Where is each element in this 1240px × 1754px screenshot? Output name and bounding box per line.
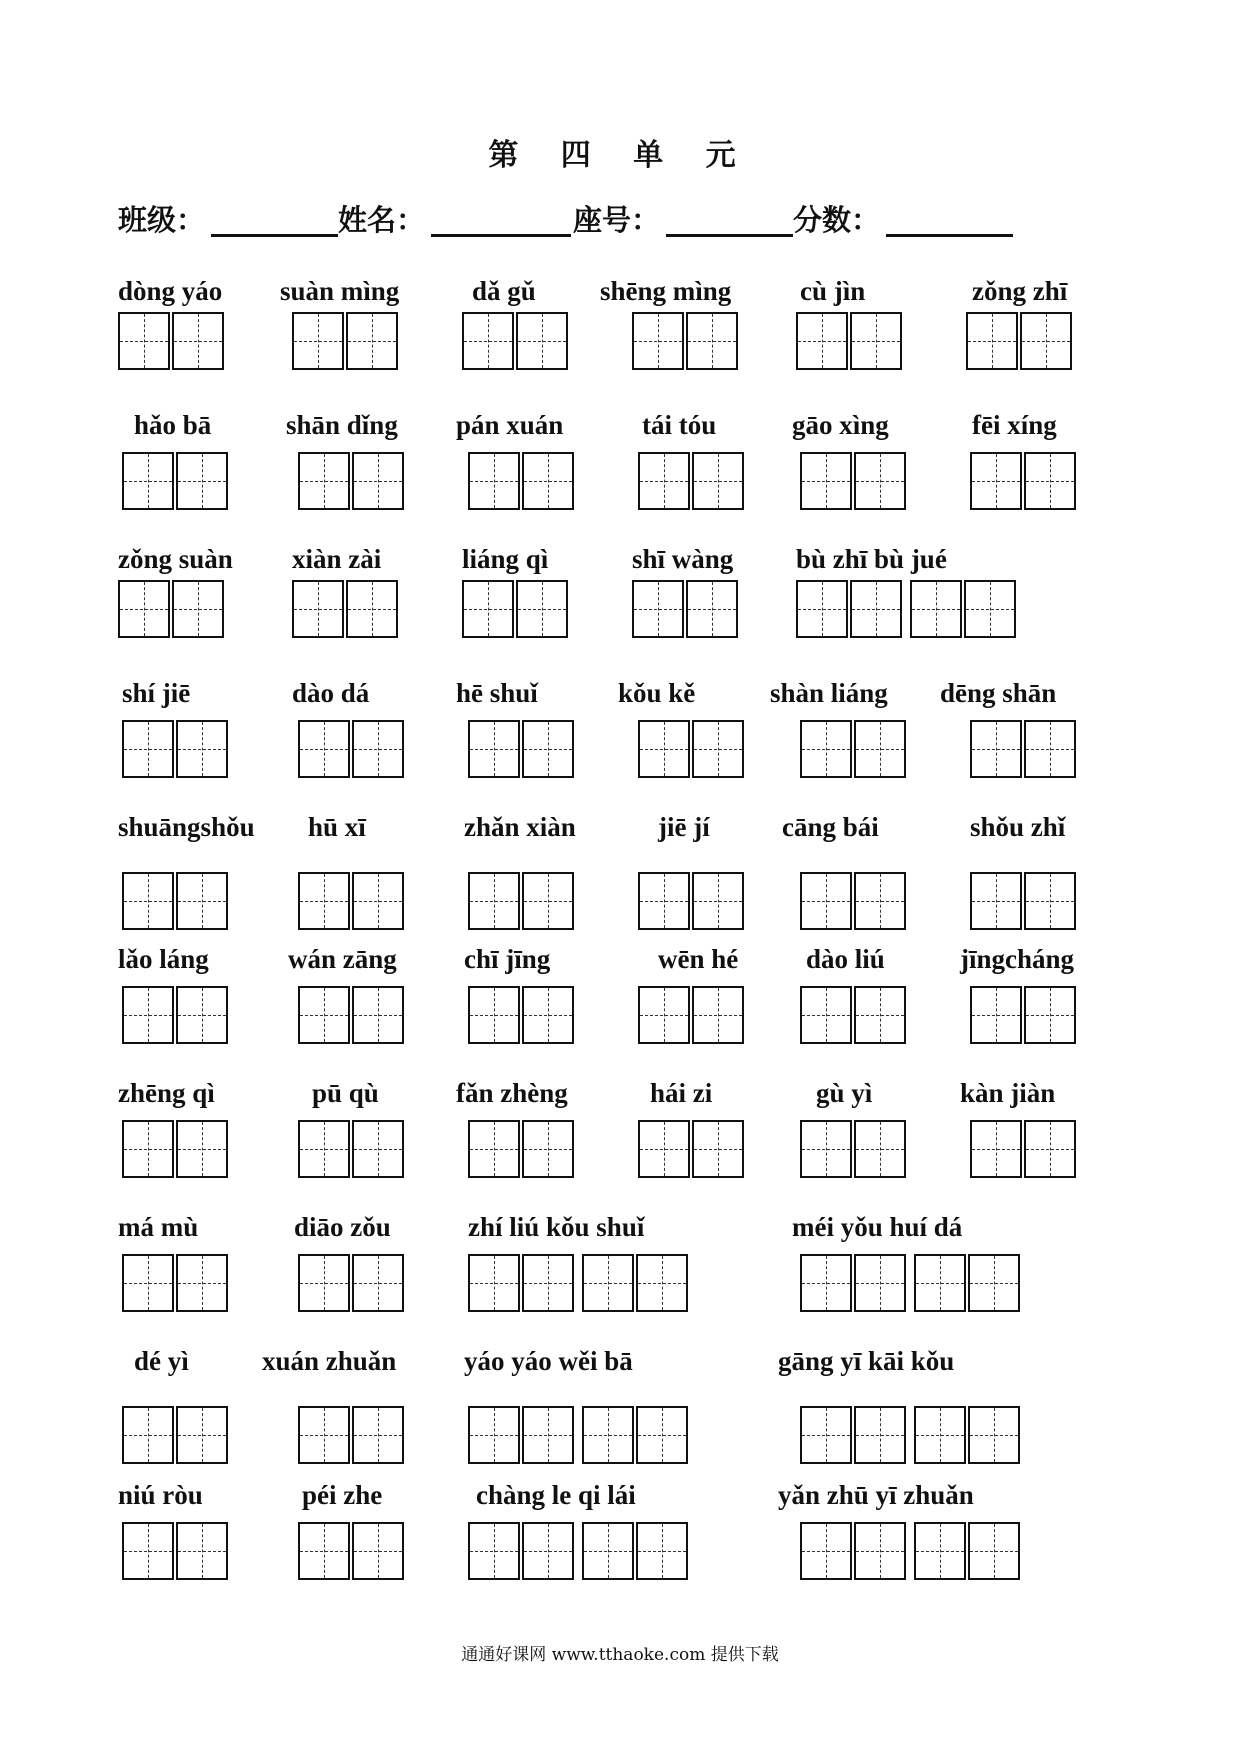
character-boxes — [638, 1120, 746, 1178]
pinyin-text: liáng qì — [462, 544, 549, 574]
tianzige-writing-box[interactable] — [352, 1254, 404, 1312]
character-boxes — [468, 1522, 690, 1580]
tianzige-writing-box[interactable] — [1024, 720, 1076, 778]
character-boxes — [970, 720, 1078, 778]
character-boxes — [800, 452, 908, 510]
character-boxes — [122, 986, 230, 1044]
tianzige-writing-box[interactable] — [692, 986, 744, 1044]
character-boxes — [122, 1254, 230, 1312]
character-boxes — [970, 1120, 1078, 1178]
pinyin-text: dé yì — [134, 1346, 189, 1376]
character-boxes — [468, 452, 576, 510]
tianzige-writing-box[interactable] — [346, 312, 398, 370]
tianzige-writing-box[interactable] — [582, 1254, 634, 1312]
score-blank[interactable] — [886, 234, 1013, 237]
pinyin-text: shǒu zhǐ — [970, 812, 1066, 842]
tianzige-writing-box[interactable] — [176, 1120, 228, 1178]
pinyin-text: gāng yī kāi kǒu — [778, 1346, 955, 1376]
character-boxes — [800, 1406, 1022, 1464]
tianzige-writing-box[interactable] — [122, 1254, 174, 1312]
tianzige-writing-box[interactable] — [800, 1254, 852, 1312]
pinyin-text: yǎn zhū yī zhuǎn — [778, 1480, 974, 1510]
pinyin-text: dào dá — [292, 678, 370, 708]
tianzige-writing-box[interactable] — [800, 1120, 852, 1178]
tianzige-writing-box[interactable] — [914, 1406, 966, 1464]
seat-label: 座号： — [573, 203, 661, 237]
character-boxes — [800, 986, 908, 1044]
tianzige-writing-box[interactable] — [298, 452, 350, 510]
tianzige-writing-box[interactable] — [298, 720, 350, 778]
tianzige-writing-box[interactable] — [468, 1120, 520, 1178]
tianzige-writing-box[interactable] — [692, 720, 744, 778]
pinyin-text: zhí liú kǒu shuǐ — [468, 1212, 645, 1242]
tianzige-writing-box[interactable] — [796, 580, 848, 638]
character-boxes — [292, 312, 400, 370]
character-boxes — [122, 720, 230, 778]
tianzige-writing-box[interactable] — [292, 312, 344, 370]
tianzige-writing-box[interactable] — [800, 872, 852, 930]
pinyin-text: jiē jí — [658, 812, 710, 842]
character-boxes — [462, 580, 570, 638]
tianzige-writing-box[interactable] — [632, 580, 684, 638]
pinyin-text: zǒng zhī — [972, 276, 1068, 306]
character-boxes — [638, 872, 746, 930]
tianzige-writing-box[interactable] — [692, 1120, 744, 1178]
pinyin-text: wán zāng — [288, 944, 397, 974]
tianzige-writing-box[interactable] — [122, 720, 174, 778]
pinyin-text: dǎ gǔ — [472, 276, 536, 306]
tianzige-writing-box[interactable] — [638, 1120, 690, 1178]
tianzige-writing-box[interactable] — [638, 720, 690, 778]
tianzige-writing-box[interactable] — [582, 1406, 634, 1464]
pinyin-text: zhēng qì — [118, 1078, 215, 1108]
pinyin-text: hái zi — [650, 1078, 713, 1108]
character-boxes — [298, 1120, 406, 1178]
tianzige-writing-box[interactable] — [522, 1406, 574, 1464]
tianzige-writing-box[interactable] — [796, 312, 848, 370]
tianzige-writing-box[interactable] — [968, 1254, 1020, 1312]
tianzige-writing-box[interactable] — [854, 1406, 906, 1464]
tianzige-writing-box[interactable] — [122, 1406, 174, 1464]
tianzige-writing-box[interactable] — [686, 312, 738, 370]
pinyin-text: xiàn zài — [292, 544, 382, 574]
tianzige-writing-box[interactable] — [970, 1120, 1022, 1178]
tianzige-writing-box[interactable] — [352, 872, 404, 930]
tianzige-writing-box[interactable] — [122, 872, 174, 930]
tianzige-writing-box[interactable] — [692, 452, 744, 510]
tianzige-writing-box[interactable] — [298, 872, 350, 930]
character-boxes — [632, 580, 740, 638]
character-boxes — [800, 720, 908, 778]
pinyin-text: zǒng suàn — [118, 544, 233, 574]
tianzige-writing-box[interactable] — [636, 1254, 688, 1312]
pinyin-text: hē shuǐ — [456, 678, 538, 708]
character-boxes — [800, 1522, 1022, 1580]
pinyin-text: shān dǐng — [286, 410, 398, 440]
tianzige-writing-box[interactable] — [352, 1120, 404, 1178]
name-label: 姓名： — [338, 203, 426, 237]
character-boxes — [468, 1120, 576, 1178]
pinyin-text: wēn hé — [658, 944, 739, 974]
pinyin-text: kǒu kě — [618, 678, 696, 708]
tianzige-writing-box[interactable] — [516, 580, 568, 638]
tianzige-writing-box[interactable] — [1024, 1120, 1076, 1178]
tianzige-writing-box[interactable] — [468, 452, 520, 510]
tianzige-writing-box[interactable] — [854, 1254, 906, 1312]
character-boxes — [638, 452, 746, 510]
tianzige-writing-box[interactable] — [468, 986, 520, 1044]
character-boxes — [800, 872, 908, 930]
character-boxes — [468, 986, 576, 1044]
tianzige-writing-box[interactable] — [1020, 312, 1072, 370]
character-boxes — [970, 872, 1078, 930]
pinyin-text: pán xuán — [456, 410, 564, 440]
tianzige-writing-box[interactable] — [468, 720, 520, 778]
tianzige-writing-box[interactable] — [176, 986, 228, 1044]
tianzige-writing-box[interactable] — [176, 720, 228, 778]
tianzige-writing-box[interactable] — [468, 1522, 520, 1580]
character-boxes — [796, 580, 1018, 638]
character-boxes — [298, 1522, 406, 1580]
character-boxes — [468, 1406, 690, 1464]
character-boxes — [122, 452, 230, 510]
footer-credit: 通通好课网 www.tthaoke.com 提供下载 — [461, 1645, 779, 1665]
tianzige-writing-box[interactable] — [522, 872, 574, 930]
tianzige-writing-box[interactable] — [352, 1406, 404, 1464]
tianzige-writing-box[interactable] — [346, 580, 398, 638]
character-boxes — [468, 720, 576, 778]
pinyin-text: zhǎn xiàn — [464, 812, 576, 842]
character-boxes — [468, 1254, 690, 1312]
pinyin-text: suàn mìng — [280, 276, 400, 306]
name-blank[interactable] — [431, 234, 571, 237]
tianzige-writing-box[interactable] — [854, 1120, 906, 1178]
pinyin-text: fēi xíng — [972, 410, 1057, 440]
character-boxes — [122, 1120, 230, 1178]
pinyin-text: gāo xìng — [792, 410, 889, 440]
tianzige-writing-box[interactable] — [968, 1522, 1020, 1580]
tianzige-writing-box[interactable] — [352, 452, 404, 510]
pinyin-text: shí jiē — [122, 678, 191, 708]
tianzige-writing-box[interactable] — [1024, 872, 1076, 930]
tianzige-writing-box[interactable] — [850, 312, 902, 370]
tianzige-writing-box[interactable] — [1024, 452, 1076, 510]
tianzige-writing-box[interactable] — [636, 1522, 688, 1580]
tianzige-writing-box[interactable] — [970, 452, 1022, 510]
pinyin-text: shēng mìng — [600, 276, 732, 306]
character-boxes — [462, 312, 570, 370]
character-boxes — [468, 872, 576, 930]
tianzige-writing-box[interactable] — [118, 580, 170, 638]
pinyin-text: kàn jiàn — [960, 1078, 1056, 1108]
tianzige-writing-box[interactable] — [910, 580, 962, 638]
pinyin-text: cāng bái — [782, 812, 879, 842]
tianzige-writing-box[interactable] — [176, 452, 228, 510]
pinyin-text: chàng le qi lái — [476, 1480, 636, 1510]
tianzige-writing-box[interactable] — [636, 1406, 688, 1464]
tianzige-writing-box[interactable] — [298, 986, 350, 1044]
pinyin-text: shàn liáng — [770, 678, 888, 708]
tianzige-writing-box[interactable] — [176, 1254, 228, 1312]
character-boxes — [298, 452, 406, 510]
tianzige-writing-box[interactable] — [298, 1522, 350, 1580]
tianzige-writing-box[interactable] — [122, 452, 174, 510]
character-boxes — [966, 312, 1074, 370]
tianzige-writing-box[interactable] — [638, 452, 690, 510]
tianzige-writing-box[interactable] — [462, 312, 514, 370]
pinyin-text: jīngcháng — [960, 944, 1075, 974]
tianzige-writing-box[interactable] — [522, 986, 574, 1044]
tianzige-writing-box[interactable] — [172, 312, 224, 370]
tianzige-writing-box[interactable] — [1024, 986, 1076, 1044]
character-boxes — [800, 1254, 1022, 1312]
tianzige-writing-box[interactable] — [800, 452, 852, 510]
pinyin-text: shuāngshǒu — [118, 812, 255, 842]
tianzige-writing-box[interactable] — [176, 872, 228, 930]
character-boxes — [122, 872, 230, 930]
class-label: 班级： — [118, 203, 206, 237]
tianzige-writing-box[interactable] — [292, 580, 344, 638]
character-boxes — [796, 312, 904, 370]
character-boxes — [298, 986, 406, 1044]
tianzige-writing-box[interactable] — [966, 312, 1018, 370]
tianzige-writing-box[interactable] — [850, 580, 902, 638]
pinyin-text: fǎn zhèng — [456, 1078, 568, 1108]
tianzige-writing-box[interactable] — [632, 312, 684, 370]
tianzige-writing-box[interactable] — [582, 1522, 634, 1580]
tianzige-writing-box[interactable] — [800, 1522, 852, 1580]
pinyin-text: bù zhī bù jué — [796, 544, 947, 574]
character-boxes — [298, 1406, 406, 1464]
tianzige-writing-box[interactable] — [522, 1254, 574, 1312]
pinyin-text: tái tóu — [642, 410, 717, 440]
tianzige-writing-box[interactable] — [854, 986, 906, 1044]
character-boxes — [638, 720, 746, 778]
tianzige-writing-box[interactable] — [638, 986, 690, 1044]
character-boxes — [298, 872, 406, 930]
tianzige-writing-box[interactable] — [686, 580, 738, 638]
pinyin-text: niú ròu — [118, 1480, 203, 1510]
seat-blank[interactable] — [666, 234, 793, 237]
tianzige-writing-box[interactable] — [522, 720, 574, 778]
character-boxes — [970, 986, 1078, 1044]
tianzige-writing-box[interactable] — [854, 452, 906, 510]
tianzige-writing-box[interactable] — [468, 1254, 520, 1312]
character-boxes — [632, 312, 740, 370]
score-label: 分数： — [793, 203, 881, 237]
tianzige-writing-box[interactable] — [968, 1406, 1020, 1464]
tianzige-writing-box[interactable] — [352, 720, 404, 778]
page-title: 第 四 单 元 — [488, 138, 752, 173]
tianzige-writing-box[interactable] — [468, 1406, 520, 1464]
tianzige-writing-box[interactable] — [914, 1522, 966, 1580]
tianzige-writing-box[interactable] — [172, 580, 224, 638]
tianzige-writing-box[interactable] — [800, 1406, 852, 1464]
tianzige-writing-box[interactable] — [964, 580, 1016, 638]
tianzige-writing-box[interactable] — [800, 986, 852, 1044]
pinyin-text: xuán zhuǎn — [262, 1346, 397, 1376]
tianzige-writing-box[interactable] — [122, 1120, 174, 1178]
pinyin-text: dào liú — [806, 944, 885, 974]
pinyin-text: hǎo bā — [134, 410, 212, 440]
pinyin-text: dēng shān — [940, 678, 1057, 708]
pinyin-text: shī wàng — [632, 544, 734, 574]
pinyin-text: péi zhe — [302, 1480, 383, 1510]
pinyin-text: yáo yáo wěi bā — [464, 1346, 633, 1376]
character-boxes — [118, 580, 226, 638]
tianzige-writing-box[interactable] — [122, 1522, 174, 1580]
character-boxes — [638, 986, 746, 1044]
tianzige-writing-box[interactable] — [118, 312, 170, 370]
tianzige-writing-box[interactable] — [854, 1522, 906, 1580]
pinyin-text: gù yì — [816, 1078, 873, 1108]
tianzige-writing-box[interactable] — [522, 1522, 574, 1580]
character-boxes — [800, 1120, 908, 1178]
tianzige-writing-box[interactable] — [638, 872, 690, 930]
tianzige-writing-box[interactable] — [854, 720, 906, 778]
pinyin-text: hū xī — [308, 812, 366, 842]
tianzige-writing-box[interactable] — [122, 986, 174, 1044]
tianzige-writing-box[interactable] — [462, 580, 514, 638]
tianzige-writing-box[interactable] — [970, 720, 1022, 778]
tianzige-writing-box[interactable] — [692, 872, 744, 930]
tianzige-writing-box[interactable] — [522, 452, 574, 510]
pinyin-text: lǎo láng — [118, 944, 209, 974]
tianzige-writing-box[interactable] — [800, 720, 852, 778]
character-boxes — [122, 1522, 230, 1580]
tianzige-writing-box[interactable] — [914, 1254, 966, 1312]
tianzige-writing-box[interactable] — [176, 1406, 228, 1464]
tianzige-writing-box[interactable] — [298, 1406, 350, 1464]
tianzige-writing-box[interactable] — [298, 1254, 350, 1312]
class-blank[interactable] — [211, 234, 338, 237]
pinyin-text: chī jīng — [464, 944, 551, 974]
tianzige-writing-box[interactable] — [468, 872, 520, 930]
character-boxes — [118, 312, 226, 370]
tianzige-writing-box[interactable] — [970, 872, 1022, 930]
character-boxes — [970, 452, 1078, 510]
character-boxes — [298, 720, 406, 778]
pinyin-text: má mù — [118, 1212, 199, 1242]
pinyin-text: méi yǒu huí dá — [792, 1212, 963, 1242]
character-boxes — [298, 1254, 406, 1312]
pinyin-text: diāo zǒu — [294, 1212, 391, 1242]
character-boxes — [292, 580, 400, 638]
tianzige-writing-box[interactable] — [516, 312, 568, 370]
tianzige-writing-box[interactable] — [970, 986, 1022, 1044]
character-boxes — [122, 1406, 230, 1464]
tianzige-writing-box[interactable] — [352, 986, 404, 1044]
tianzige-writing-box[interactable] — [522, 1120, 574, 1178]
tianzige-writing-box[interactable] — [854, 872, 906, 930]
tianzige-writing-box[interactable] — [352, 1522, 404, 1580]
pinyin-text: pū qù — [312, 1078, 379, 1108]
tianzige-writing-box[interactable] — [298, 1120, 350, 1178]
pinyin-text: cù jìn — [800, 276, 866, 306]
tianzige-writing-box[interactable] — [176, 1522, 228, 1580]
pinyin-text: dòng yáo — [118, 276, 223, 306]
